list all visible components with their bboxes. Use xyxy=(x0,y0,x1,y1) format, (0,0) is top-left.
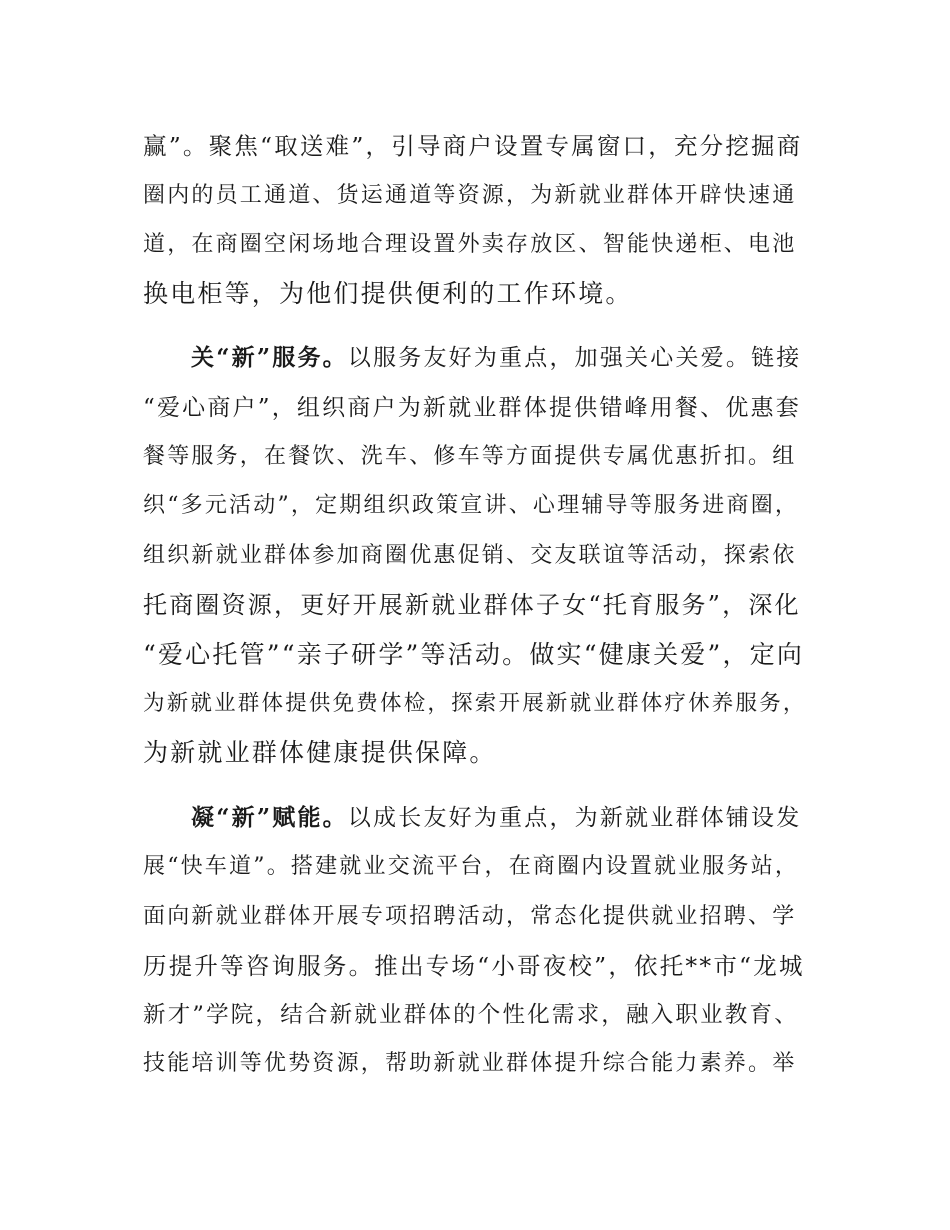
para2-line-6: 托商圈资源，更好开展新就业群体子女“托育服务”，深化 xyxy=(143,591,801,619)
para3-first-line xyxy=(191,803,801,833)
para3-line-5: 新才”学院，结合新就业群体的个性化需求，融入职业教育、 xyxy=(143,1002,799,1028)
para2-line-3: 餐等服务，在餐饮、洗车、修车等方面提供专属优惠折扣。组 xyxy=(143,444,797,469)
para2-heading: 关“新”服务。 xyxy=(191,344,348,371)
para1-line-2: 圈内的员工通道、货运通道等资源，为新就业群体开辟快速通 xyxy=(143,183,797,208)
para3-line-3: 面向新就业群体开展专项招聘活动，常态化提供就业招聘、学 xyxy=(143,904,797,929)
para3-line-4: 历提升等咨询服务。推出专场“小哥夜校”，依托**市“龙城 xyxy=(143,952,805,980)
para2-line-9: 为新就业群体健康提供保障。 xyxy=(143,738,497,767)
para2-line-7: “爱心托管”“亲子研学”等活动。做实“健康关爱”，定向 xyxy=(143,640,805,669)
para3-line-2: 展“快车道”。搭建就业交流平台，在商圈内设置就业服务站， xyxy=(143,854,800,879)
para2-first-rest: 以服务友好为重点，加强关心关爱。链接 xyxy=(347,345,802,371)
para2-first-line xyxy=(191,343,801,373)
para2-line-5: 组织新就业群体参加商圈优惠促销、交友联谊等活动，探索依 xyxy=(143,543,797,568)
para1-line-1: 赢”。聚焦“取送难”，引导商户设置专属窗口，充分挖掘商 xyxy=(143,132,803,160)
para3-heading: 凝“新”赋能。 xyxy=(191,804,348,831)
para1-line-4: 换电柜等，为他们提供便利的工作环境。 xyxy=(143,279,633,308)
para2-line-4: 织“多元活动”，定期组织政策宣讲、心理辅导等服务进商圈， xyxy=(143,493,800,518)
para1-line-3: 道，在商圈空闲场地合理设置外卖存放区、智能快递柜、电池 xyxy=(143,232,797,257)
para3-first-rest: 以成长友好为重点，为新就业群体铺设发 xyxy=(347,805,802,831)
para3-line-6: 技能培训等优势资源，帮助新就业群体提升综合能力素养。举 xyxy=(143,1051,797,1076)
para2-line-8: 为新就业群体提供免费体检，探索开展新就业群体疗休养服务， xyxy=(143,691,807,716)
para2-line-2: “爱心商户”，组织商户为新就业群体提供错峰用餐、优惠套 xyxy=(143,395,801,421)
